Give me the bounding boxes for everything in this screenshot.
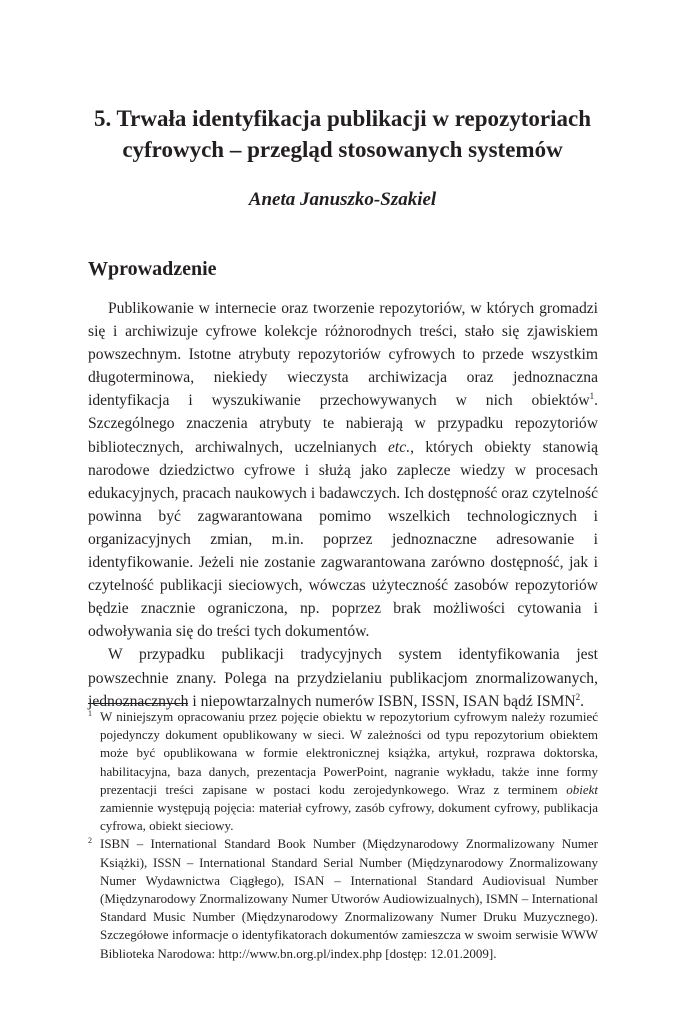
body-text — [88, 297, 598, 713]
chapter-title — [60, 103, 625, 165]
footnote-2: 2 ISBN – International Standard Book Number (Międzynarodowy Znormalizowany Numer Książki), ISSN – International Standard Serial Number (Międzynarodowy Znormalizowany Numer Wydawnictwa Ciągłego), ISAN – International Standard Audiovisual Number (Międzynarodowy Znormalizowany Numer Utworów Audiowizualnych), ISMN – International Standard Music Number (Międzynarodowy Znormalizowany Numer Druku Muzycznego). Szczegółowe informacje o identyfikatorach dokumentów zamieszcza w swoim serwisie WWW Biblioteka Narodowa: http://www.bn.org.pl/index.php [dostęp: 12.01.2009]. — [88, 836, 598, 961]
paragraph-1-text-a: Publikowanie w internecie oraz tworzenie repozytoriów, w których gromadzi się i archiwizuje cyfrowe kolekcje różnorodnych treści, stało się zjawiskiem powszechnym. Istotne atrybuty repozytoriów cyfrowych to przede wszystkim długoterminowa, niekiedy wieczysta archiwizacja oraz jednoznaczna identyfikacja i wyszukiwanie przechowywanych w nich obiektów — [88, 300, 598, 410]
footnote-ref-2[interactable]: 2 — [575, 691, 581, 702]
footnote-ref-1[interactable]: 1 — [589, 391, 595, 402]
footnote-1-text-a: W niniejszym opracowaniu przez pojęcie obiektu w repozytorium cyfrowym należy rozumieć pojedynczy dokument opublikowany w sieci. W zależności od typu repozytorium obiektem może być opublikowana w formie elektronicznej książka, artykuł, rozprawa doktorska, habilitacyjna, baza danych, prezentacja PowerPoint, nagranie wykładu, także inne formy prezentacji treści zapisane w postaci kodu zerojedynkowego. Wraz z terminem — [100, 709, 598, 797]
paragraph-2-text-a: W przypadku publikacji tradycyjnych system identyfikowania jest powszechnie znany. Polega na przydzielaniu publikacjom znormalizowanych, jednoznacznych i niepowtarzalnych numerów ISBN, ISSN, ISAN bądź ISMN — [88, 646, 598, 710]
footnote-1: 1 W niniejszym opracowaniu przez pojęcie obiektu w repozytorium cyfrowym należy rozumieć pojedynczy dokument opublikowany w sieci. W zależności od typu repozytorium obiektem może być opublikowana w formie elektronicznej książka, artykuł, rozprawa doktorska, habilitacyjna, baza danych, prezentacja PowerPoint, nagranie wykładu, także inne formy prezentacji treści zapisane w postaci kodu zerojedynkowego. Wraz z terminem obiekt zamiennie występują pojęcia: materiał cyfrowy, zasób cyfrowy, dokument cyfrowy, publikacja cyfrowa, obiekt sieciowy. — [88, 708, 598, 834]
paragraph-1-text-b: . Szczególnego znaczenia atrybuty te nabierają w przypadku repozytoriów bibliotecznych, archiwalnych, uczelnianych — [88, 392, 598, 456]
paragraph-1 — [88, 297, 598, 643]
paragraph-1-etc: etc. — [388, 438, 411, 456]
section-heading: Wprowadzenie — [88, 258, 217, 280]
author-name: Aneta Januszko-Szakiel — [248, 189, 437, 210]
paragraph-1-text-c: , których obiekty stanowią narodowe dziedzictwo cyfrowe i służą jako zaplecze wiedzy w procesach edukacyjnych, pracach naukowych i badawczych. Ich dostępność oraz czytelność powinna być zagwarantowana pomimo wszelkich technologicznych i organizacyjnych zmian, m.in. poprzez jednoznaczne adresowanie i identyfikowanie. Jeżeli nie zostanie zagwarantowana zarówno dostępność, jak i czytelność publikacji sieciowych, wówczas użyteczność zasobów repozytoriów będzie znacznie ograniczona, np. poprzez brak możliwości cytowania i odwoływania się do treści tych dokumentów. — [88, 438, 598, 641]
footnote-divider — [88, 703, 188, 704]
footnote-2-text: ISBN – International Standard Book Number (Międzynarodowy Znormalizowany Numer Książki), ISSN – International Standard Serial Number (Międzynarodowy Znormalizowany Numer Wydawnictwa Ciągłego), ISAN – International Standard Audiovisual Number (Międzynarodowy Znormalizowany Numer Utworów Audiowizualnych), ISMN – International Standard Music Number (Międzynarodowy Znormalizowany Numer Druku Muzycznego). Szczegółowe informacje o identyfikatorach dokumentów zamieszcza w swoim serwisie WWW Biblioteka Narodowa: http://www.bn.org.pl/index.php [dostęp: 12.01.2009]. — [100, 836, 598, 961]
chapter-title-line-2: cyfrowych – przegląd stosowanych systemów — [122, 137, 563, 162]
paragraph-2-text-b: . — [580, 692, 585, 710]
footnote-1-italic: obiekt — [566, 781, 598, 797]
chapter-title-line-1: 5. Trwała identyfikacja publikacji w repozytoriach — [93, 106, 592, 131]
footnote-1-text-b: zamiennie występują pojęcia: materiał cyfrowy, zasób cyfrowy, dokument cyfrowy, publikacja cyfrowa, obiekt sieciowy. — [100, 800, 598, 834]
footnotes — [88, 708, 598, 963]
